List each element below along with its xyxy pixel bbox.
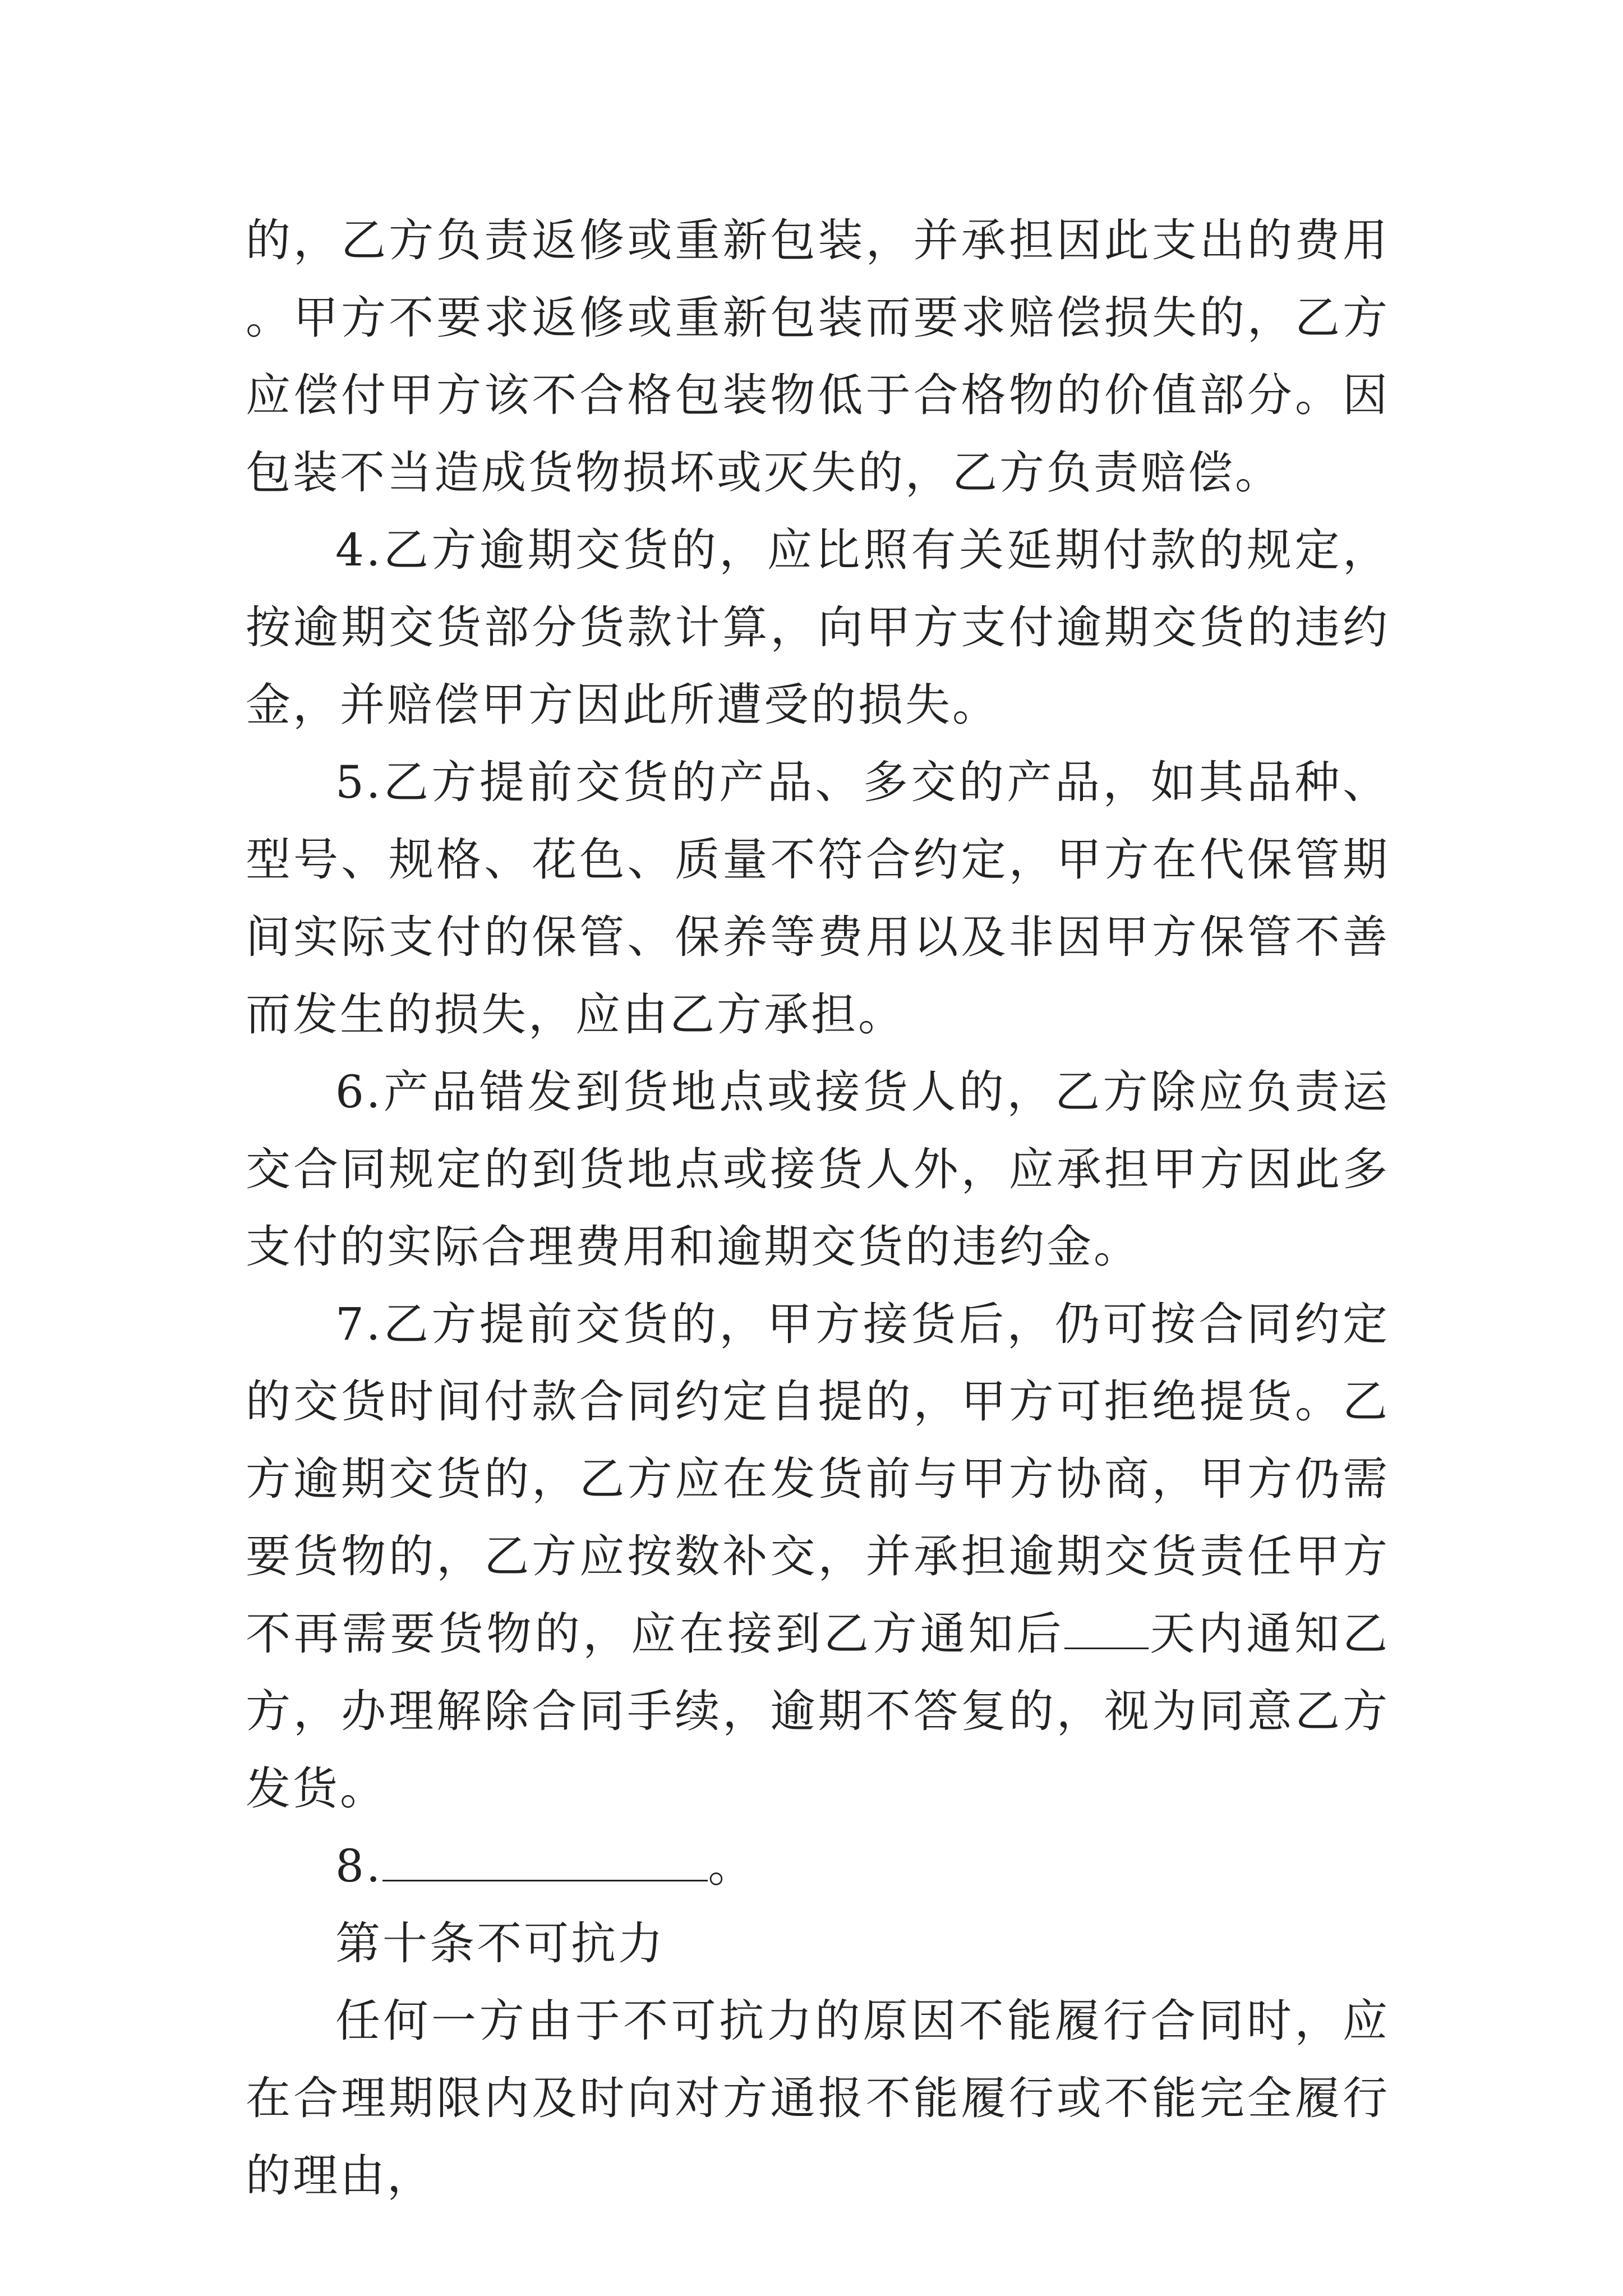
clause-7-text-end: 天内通知乙方，办理解除合同手续，逾期不答复的，视为同意乙方发货。 — [246, 1608, 1390, 1815]
paragraph-clause-7 — [246, 1286, 1390, 1828]
paragraph-clause-5: 5.乙方提前交货的产品、多交的产品，如其品种、型号、规格、花色、质量不符合约定，甲方在代保管期间实际支付的保管、保养等费用以及非因甲方保管不善而发生的损失，应由乙方承担。 — [246, 756, 1390, 1041]
paragraph-packaging-liability: 的，乙方负责返修或重新包装，并承担因此支出的费用。甲方不要求返修或重新包装而要求赔偿损失的，乙方应偿付甲方该不合格包装物低于合格物的价值部分。因包装不当造成货物损坏或灭失的，乙方负责赔偿。 — [246, 214, 1390, 499]
document-body — [246, 202, 1390, 2215]
paragraph-clause-6: 6.产品错发到货地点或接货人的，乙方除应负责运交合同规定的到货地点或接货人外，应承担甲方因此多支付的实际合理费用和逾期交货的违约金。 — [246, 1066, 1390, 1273]
paragraph-clause-4: 4.乙方逾期交货的，应比照有关延期付款的规定，按逾期交货部分货款计算，向甲方支付逾期交货的违约金，并赔偿甲方因此所遭受的损失。 — [246, 524, 1390, 731]
clause-8-period: 。 — [708, 1840, 755, 1892]
clause-8-blank-field — [382, 1841, 708, 1881]
paragraph-force-majeure: 任何一方由于不可抗力的原因不能履行合同时，应在合理期限内及时向对方通报不能履行或不能完全履行的理由， — [246, 1995, 1390, 2202]
paragraph-clause-8 — [246, 1828, 1390, 1905]
clause-7-text-start: 7.乙方提前交货的，甲方接货后，仍可按合同约定的交货时间付款合同约定自提的，甲方可拒绝提货。乙方逾期交货的，乙方应在发货前与甲方协商，甲方仍需要货物的，乙方应按数补交，并承担逾期交货责任甲方不再需要货物的，应在接到乙方通知后 — [246, 1298, 1390, 1660]
article-10-heading: 第十条不可抗力 — [335, 1917, 665, 1970]
clause-8-number: 8. — [335, 1840, 383, 1892]
days-blank-field — [1064, 1608, 1149, 1649]
